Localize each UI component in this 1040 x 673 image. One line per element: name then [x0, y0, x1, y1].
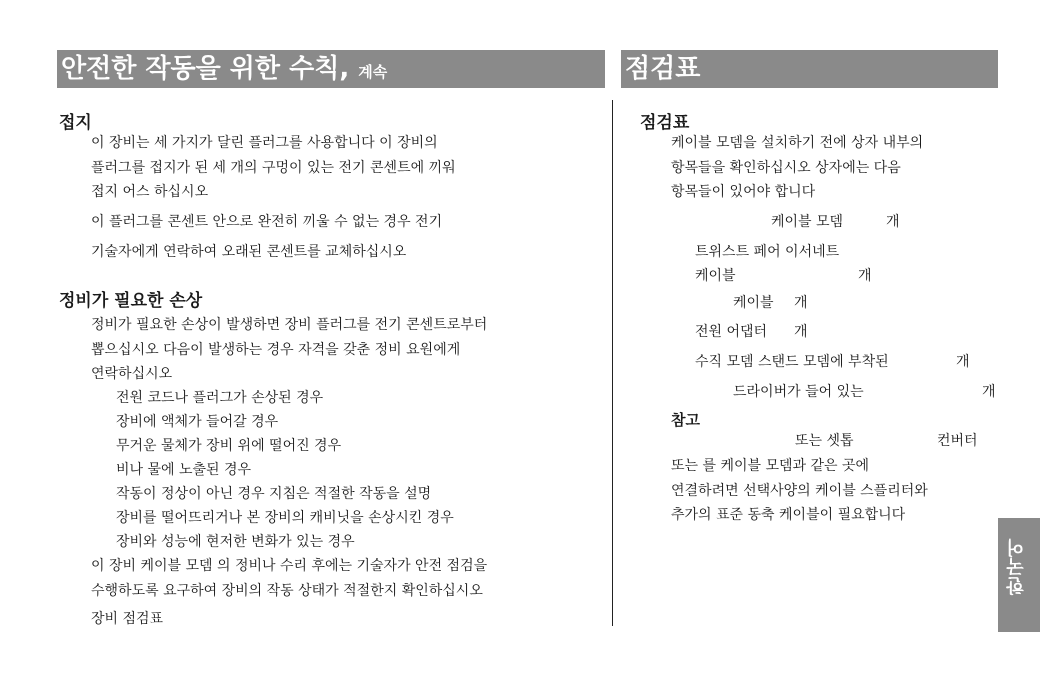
damage-list-item: 무거운 물체가 장비 위에 떨어진 경우: [116, 438, 342, 454]
heading-checklist: 점검표: [640, 113, 690, 133]
damage-outro-line: 장비 점검표: [91, 611, 164, 627]
item-power-adapter: 전원 어댑터: [695, 324, 768, 340]
heading-grounding: 접지: [59, 113, 92, 133]
note-line: 또는 를 케이블 모뎀과 같은 곳에: [671, 458, 870, 474]
item-ethernet-cable: 케이블: [695, 268, 736, 284]
section-title-bar-safety: [57, 50, 605, 88]
damage-list-item: 장비에 액체가 들어갈 경우: [116, 414, 279, 430]
column-divider: [612, 100, 613, 626]
note-line: 연결하려면 선택사양의 케이블 스플리터와: [671, 483, 928, 499]
item-modem-stand: 수직 모뎀 스탠드 모뎀에 부착된: [695, 354, 889, 370]
grounding-line: 기술자에게 연락하여 오래된 콘센트를 교체하십시오: [91, 244, 407, 260]
damage-list-item: 장비를 떨어뜨리거나 본 장비의 캐비닛을 손상시킨 경우: [116, 510, 454, 526]
checklist-intro-line: 항목들이 있어야 합니다: [671, 184, 816, 200]
heading-note: 참고: [671, 411, 700, 429]
damage-intro-line: 연락하십시오: [91, 366, 173, 382]
checklist-intro-line: 케이블 모뎀을 설치하기 전에 상자 내부의: [671, 135, 924, 151]
item-cable-modem: 케이블 모뎀: [771, 214, 844, 230]
damage-list-item: 비나 물에 노출된 경우: [116, 462, 252, 478]
section-title-text: 안전한 작동을 위한 수칙,: [61, 54, 350, 84]
note-line: 컨버터: [937, 433, 978, 449]
item-cable-count: 개: [794, 295, 808, 311]
item-ethernet: 트위스트 페어 이서네트: [695, 244, 840, 260]
grounding-line: 이 장비는 세 가지가 달린 플러그를 사용합니다 이 장비의: [91, 135, 438, 151]
damage-intro-line: 뽑으십시오 다음이 발생하는 경우 자격을 갖춘 정비 요원에게: [91, 342, 461, 358]
item-cable-modem-count: 개: [886, 214, 900, 230]
language-tab-label: 한국어: [1006, 538, 1027, 595]
section-title-bar-checklist: [621, 50, 998, 88]
damage-outro-line: 수행하도록 요구하여 장비의 작동 상태가 적절한지 확인하십시오: [91, 583, 483, 599]
grounding-line: 플러그를 접지가 된 세 개의 구멍이 있는 전기 콘센트에 끼워: [91, 160, 456, 176]
section-title-checklist: 점검표: [625, 54, 701, 84]
heading-damage: 정비가 필요한 손상: [59, 291, 203, 311]
note-line: 추가의 표준 동축 케이블이 필요합니다: [671, 507, 906, 523]
damage-outro-line: 이 장비 케이블 모뎀 의 정비나 수리 후에는 기술자가 안전 점검을: [91, 558, 488, 574]
grounding-line: 접지 어스 하십시오: [91, 184, 209, 200]
language-tab: [998, 518, 1040, 632]
note-line: 또는 셋톱: [795, 433, 854, 449]
damage-list-item: 작동이 정상이 아닌 경우 지침은 적절한 작동을 설명: [116, 486, 432, 502]
item-driver-count: 개: [982, 384, 996, 400]
damage-intro-line: 정비가 필요한 손상이 발생하면 장비 플러그를 전기 콘센트로부터: [91, 317, 488, 333]
item-ethernet-count: 개: [858, 268, 872, 284]
item-driver: 드라이버가 들어 있는: [733, 384, 864, 400]
grounding-line: 이 플러그를 콘센트 안으로 완전히 끼울 수 없는 경우 전기: [91, 214, 443, 230]
checklist-intro-line: 항목들을 확인하십시오 상자에는 다음: [671, 160, 901, 176]
item-modem-stand-count: 개: [956, 354, 970, 370]
damage-list-item: 장비와 성능에 현저한 변화가 있는 경우: [116, 534, 355, 550]
item-power-adapter-count: 개: [794, 324, 808, 340]
item-cable: 케이블: [733, 295, 774, 311]
damage-list-item: 전원 코드나 플러그가 손상된 경우: [116, 390, 324, 406]
section-title-safety: [61, 53, 387, 88]
section-title-continued: 계속: [358, 63, 388, 81]
